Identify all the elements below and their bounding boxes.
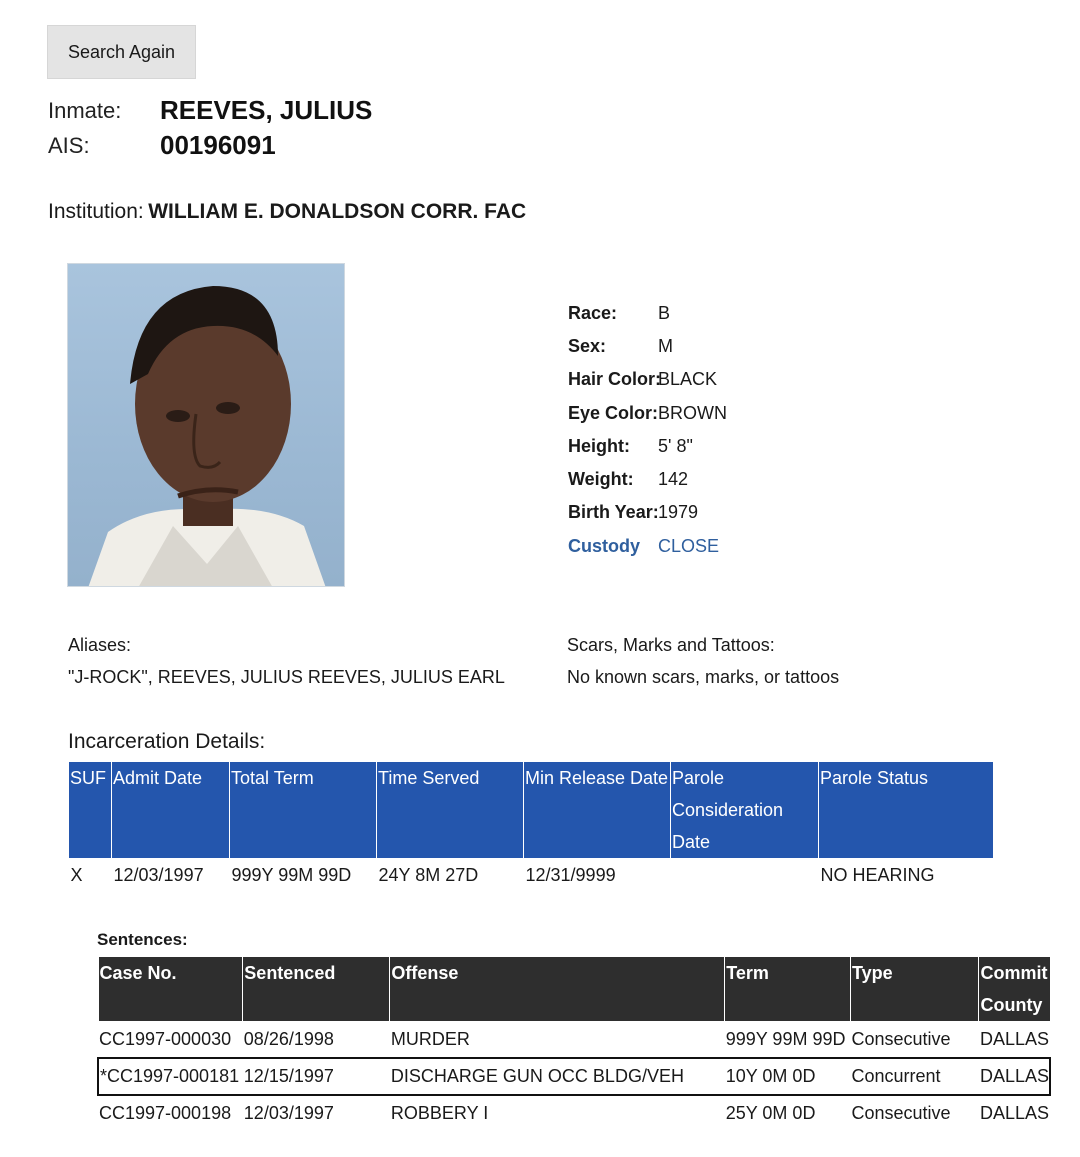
inmate-photo [67,263,345,587]
col-admit-date: Admit Date [112,762,230,859]
attr-height-value: 5' 8" [658,436,693,456]
cell-sentenced: 12/03/1997 [243,1103,334,1123]
col-type: Type [850,957,979,1022]
attr-sex-label: Sex: [568,336,607,356]
attr-weight-label: Weight: [568,469,634,489]
col-total-term: Total Term [230,762,377,859]
col-min-release-date: Min Release Date [524,762,671,859]
attr-height-label: Height: [568,436,630,456]
col-time-served: Time Served [377,762,524,859]
cell-min-release-date: 12/31/9999 [525,865,616,885]
col-sentenced: Sentenced [243,957,390,1022]
institution-label: Institution: [48,200,144,223]
cell-parole-consideration-date [671,859,819,896]
attr-sex-value: M [658,336,673,356]
scars-text: No known scars, marks, or tattoos [567,667,840,687]
cell-case-no: CC1997-000198 [99,1103,232,1123]
institution [48,200,526,224]
cell-offense: DISCHARGE GUN OCC BLDG/VEH [390,1058,725,1095]
col-parole-consideration-date: Parole Consideration Date [671,762,819,859]
ais-label: AIS: [48,133,90,158]
cell-parole-status: NO HEARING [820,865,935,885]
cell-offense: MURDER [390,1029,470,1049]
attr-eye-color-value: BROWN [658,403,727,423]
incarceration-table [68,761,994,895]
cell-term: 25Y 0M 0D [725,1103,816,1123]
cell-case-no: *CC1997-000181 [98,1058,243,1095]
attr-hair-color-value: BLACK [658,369,718,389]
cell-sentenced: 12/15/1997 [243,1058,390,1095]
cell-admit-date: 12/03/1997 [113,865,204,885]
col-term: Term [725,957,851,1022]
col-parole-status: Parole Status [819,762,994,859]
inmate-name: REEVES, JULIUS [160,95,373,125]
attr-custody-value: CLOSE [658,536,720,556]
cell-commit-county: DALLAS [979,1103,1049,1123]
col-offense: Offense [390,957,725,1022]
col-commit-county: Commit County [979,957,1050,1022]
attr-weight-value: 142 [658,469,689,489]
table-row-highlighted [98,1058,1050,1095]
attr-hair-color-label: Hair Color: [568,369,662,389]
cell-case-no: CC1997-000030 [99,1029,232,1049]
table-row [98,1095,1050,1131]
table-row [98,1022,1050,1059]
attr-race-value: B [658,303,671,323]
cell-total-term: 999Y 99M 99D [231,865,352,885]
aliases-label: Aliases: [68,635,132,655]
cell-commit-county: DALLAS [979,1029,1049,1049]
institution-name: WILLIAM E. DONALDSON CORR. FAC [148,200,527,223]
cell-term: 999Y 99M 99D [725,1029,846,1049]
sentences-header-row [98,957,1050,1022]
cell-term: 10Y 0M 0D [725,1058,851,1095]
attr-birth-year-value: 1979 [658,502,699,522]
cell-type: Consecutive [851,1103,951,1123]
mugshot-portrait-icon [68,264,345,587]
attr-birth-year-label: Birth Year: [568,502,659,522]
cell-suf: X [70,865,83,885]
attr-eye-color-label: Eye Color: [568,403,659,423]
cell-commit-county: DALLAS [979,1058,1050,1095]
incarceration-title: Incarceration Details: [68,730,266,753]
attr-race-label: Race: [568,303,618,323]
incarceration-header-row [69,762,994,859]
sentences-title: Sentences: [97,930,188,949]
cell-offense: ROBBERY I [390,1103,489,1123]
sentences-table [97,956,1051,1131]
table-row [69,859,994,896]
aliases-text: "J-ROCK", REEVES, JULIUS REEVES, JULIUS EARL [68,667,505,687]
search-again-button[interactable]: Search Again [47,25,196,79]
col-case-no: Case No. [98,957,243,1022]
col-suf: SUF [69,762,112,859]
cell-type: Consecutive [851,1029,951,1049]
custody-link[interactable]: Custody [568,536,640,556]
inmate-label: Inmate: [48,98,122,123]
cell-sentenced: 08/26/1998 [243,1029,334,1049]
scars-label: Scars, Marks and Tattoos: [567,635,775,655]
cell-time-served: 24Y 8M 27D [378,865,479,885]
ais-number: 00196091 [160,130,276,160]
cell-type: Concurrent [850,1058,979,1095]
